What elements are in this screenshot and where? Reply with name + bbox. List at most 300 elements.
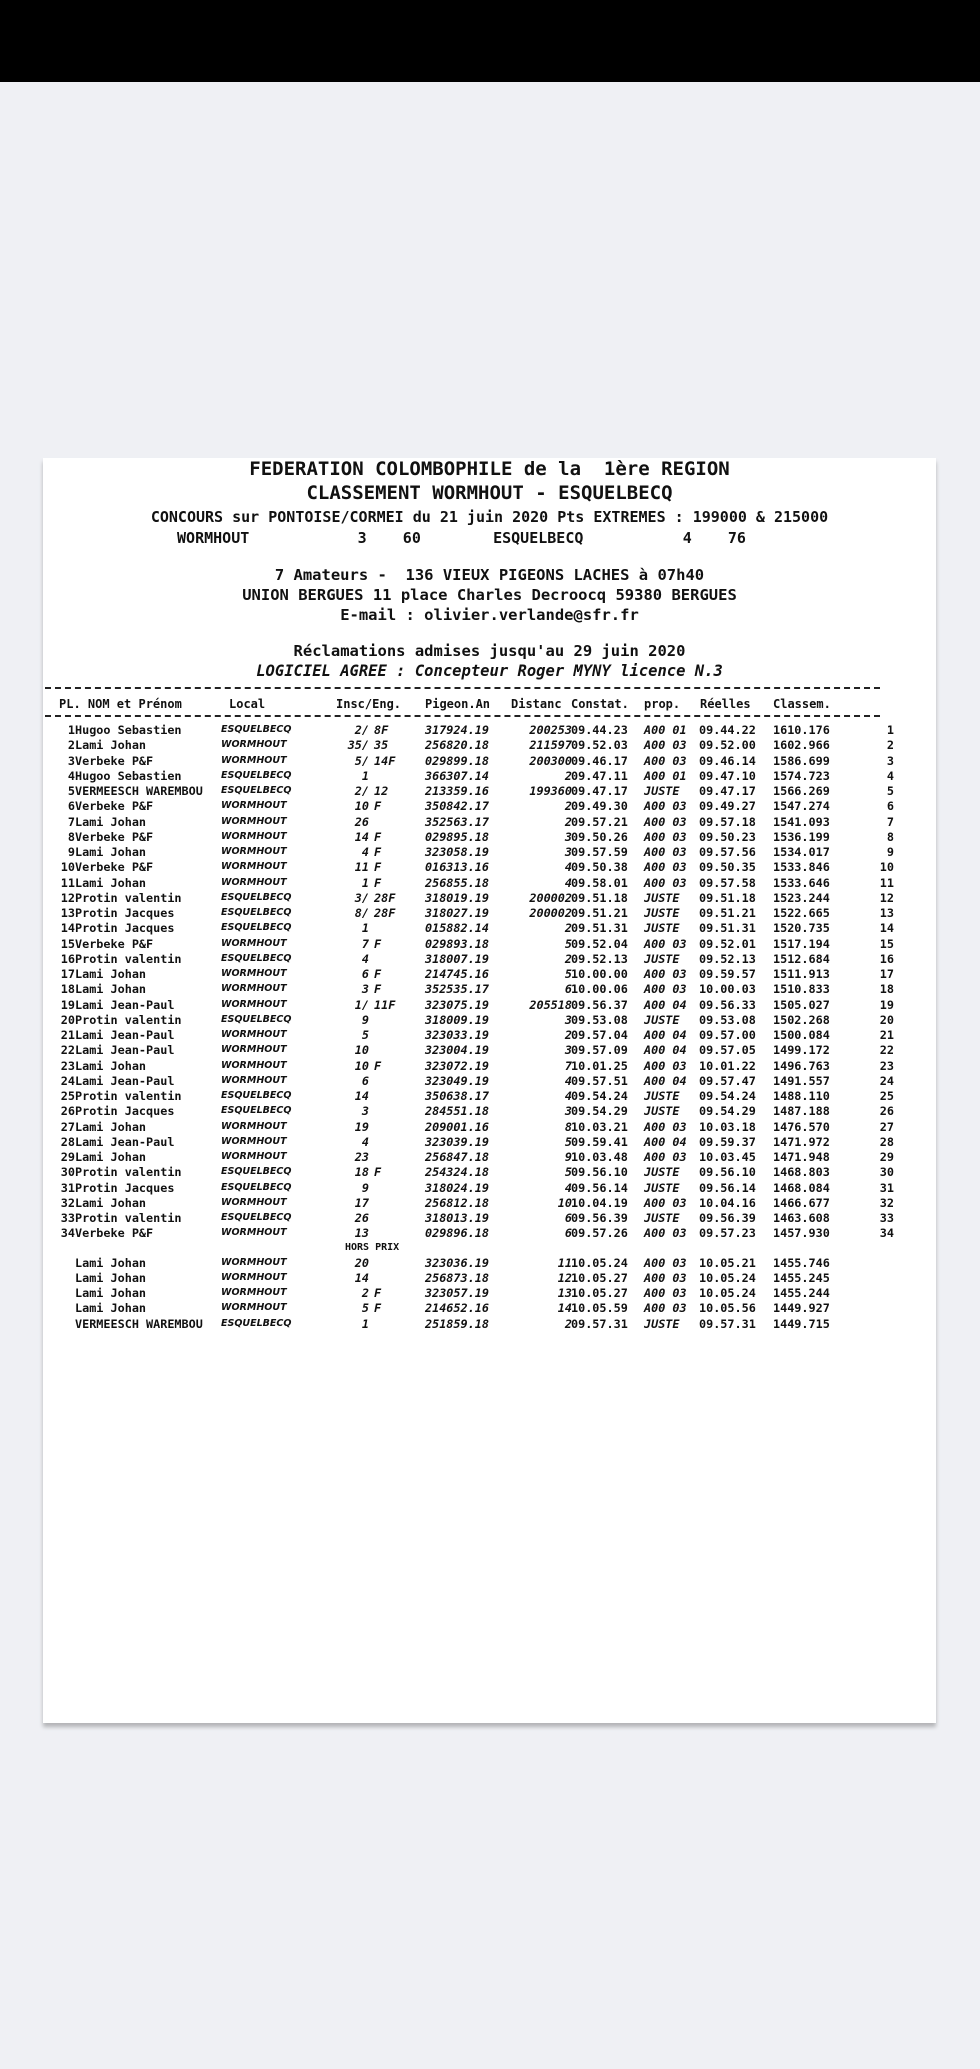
table-row (43, 784, 936, 799)
cell-local: WORMHOUT (221, 1044, 287, 1056)
table-row (43, 1135, 936, 1150)
cell-name: Protin Jacques (75, 1104, 175, 1119)
cell-constat: 10.00.00 (571, 967, 628, 981)
cell-name: Verbeke P&F (75, 936, 154, 951)
cell-name: Verbeke P&F (75, 1226, 154, 1241)
cell-pigeon: 323036.19 (425, 1255, 489, 1270)
cell-place: 8 (67, 829, 75, 844)
col-constat: Constat. (571, 697, 629, 711)
cell-prop: A00 01 (644, 768, 687, 783)
cell-constat: 09.57.04 (571, 1028, 628, 1042)
cell-prop: JUSTE (644, 890, 680, 905)
cell-distance: 4 (564, 1073, 572, 1088)
cell-insc: 3 (361, 1104, 369, 1119)
cell-place: 19 (60, 997, 75, 1012)
cell-insc: 1 (361, 875, 369, 890)
cell-rank: 19 (879, 997, 894, 1012)
cell-eng: 35 (374, 738, 389, 753)
cell-rank: 24 (879, 1073, 894, 1088)
cell-insc: 1 (361, 1316, 369, 1331)
col-reelles: Réelles (700, 697, 751, 711)
cell-classem: 1449.715 (773, 1316, 830, 1331)
cell-name: Protin valentin (75, 951, 182, 966)
cell-rank: 4 (886, 768, 894, 783)
cell-place: 11 (60, 875, 75, 890)
cell-place: 1 (67, 723, 75, 737)
cell-distance: 2 (564, 921, 572, 936)
cell-rank: 10 (879, 860, 894, 875)
cell-pigeon: 015882.14 (425, 921, 489, 936)
cell-rank: 5 (886, 784, 894, 798)
cell-name: Lami Jean-Paul (75, 1043, 175, 1058)
cell-local: WORMHOUT (221, 1302, 287, 1314)
header-dashed-rule (45, 715, 880, 717)
cell-eng: 8F (374, 723, 389, 737)
cell-distance: 11 (557, 1255, 572, 1270)
cell-prop: A00 03 (644, 799, 687, 814)
table-row (43, 921, 936, 936)
cell-pigeon: 214745.16 (425, 967, 489, 981)
cell-classem: 1510.833 (773, 982, 830, 997)
cell-name: Protin Jacques (75, 906, 175, 920)
cell-distance: 13 (557, 1286, 572, 1300)
cell-rank: 32 (879, 1195, 894, 1210)
cell-name: Lami Johan (75, 1301, 147, 1316)
cell-pigeon: 284551.18 (425, 1104, 489, 1119)
cell-reelles: 10.00.03 (699, 982, 756, 997)
cell-classem: 1496.763 (773, 1058, 830, 1073)
cell-prop: A00 03 (644, 860, 687, 875)
cell-insc: 26 (354, 814, 369, 829)
cell-classem: 1468.084 (773, 1180, 830, 1195)
cell-reelles: 09.52.01 (699, 936, 756, 951)
table-row (43, 1286, 936, 1301)
cell-name: Protin valentin (75, 890, 182, 905)
table-row (43, 845, 936, 860)
cell-name: Lami Jean-Paul (75, 1028, 175, 1042)
cell-prop: A00 04 (644, 1134, 687, 1149)
cell-prop: A00 03 (644, 1150, 687, 1164)
cell-insc: 17 (354, 1195, 369, 1210)
cell-eng: F (374, 1286, 382, 1300)
cell-local: ESQUELBECQ (221, 1105, 292, 1117)
table-row (43, 967, 936, 982)
cell-name: Lami Johan (75, 967, 147, 981)
cell-rank: 34 (879, 1226, 894, 1241)
cell-pigeon: 323039.19 (425, 1134, 489, 1149)
cell-reelles: 09.52.13 (699, 951, 756, 966)
cell-pigeon: 318007.19 (425, 951, 489, 966)
table-row (43, 1074, 936, 1089)
cell-pigeon: 318009.19 (425, 1012, 489, 1027)
cell-local: WORMHOUT (221, 1029, 287, 1040)
cell-distance: 2 (564, 951, 572, 966)
cell-distance: 10 (557, 1195, 572, 1210)
cell-prop: A00 04 (644, 997, 687, 1012)
cell-local: WORMHOUT (221, 1059, 287, 1071)
cell-classem: 1522.665 (773, 906, 830, 920)
cell-constat: 09.54.29 (571, 1104, 628, 1119)
cell-reelles: 09.49.27 (699, 799, 756, 814)
col-classem: Classem. (773, 697, 831, 711)
cell-pigeon: 029896.18 (425, 1226, 489, 1241)
cell-reelles: 09.59.37 (699, 1134, 756, 1149)
cell-constat: 09.54.24 (571, 1089, 628, 1103)
cell-insc: 14 (354, 1270, 369, 1285)
cell-local: WORMHOUT (221, 1120, 287, 1132)
cell-classem: 1455.746 (773, 1255, 830, 1270)
cell-distance: 205518 (529, 997, 572, 1012)
col-local: Local (229, 697, 266, 711)
cell-constat: 09.53.08 (571, 1012, 628, 1027)
cell-pigeon: 323057.19 (425, 1286, 489, 1300)
cell-classem: 1500.084 (773, 1028, 830, 1042)
cell-local: ESQUELBECQ (221, 1013, 292, 1025)
cell-place: 23 (60, 1058, 75, 1073)
col-insc: Insc/Eng. (336, 697, 402, 711)
cell-constat: 09.56.37 (571, 997, 628, 1012)
cell-constat: 09.58.01 (571, 875, 628, 890)
cell-constat: 09.59.41 (571, 1134, 628, 1149)
cell-distance: 5 (564, 967, 572, 981)
cell-insc: 19 (354, 1119, 369, 1134)
results-sheet (43, 458, 936, 1723)
cell-rank: 2 (886, 738, 894, 753)
cell-reelles: 09.57.05 (699, 1043, 756, 1058)
cell-classem: 1468.803 (773, 1165, 830, 1180)
top-dashed-rule (45, 687, 880, 689)
hors-prix-divider (43, 1242, 936, 1256)
cell-reelles: 09.57.56 (699, 845, 756, 859)
cell-constat: 09.51.31 (571, 921, 628, 936)
cell-distance: 3 (564, 1043, 572, 1058)
cell-prop: JUSTE (644, 1211, 680, 1225)
cell-prop: JUSTE (644, 784, 680, 798)
cell-pigeon: 256847.18 (425, 1150, 489, 1164)
cell-place: 14 (60, 921, 75, 936)
col-pl-name: PL. NOM et Prénom (59, 697, 182, 711)
cell-rank: 15 (879, 936, 894, 951)
cell-classem: 1541.093 (773, 814, 830, 829)
cell-prop: JUSTE (644, 1089, 680, 1103)
cell-classem: 1455.245 (773, 1270, 830, 1285)
cell-reelles: 09.59.57 (699, 967, 756, 981)
cell-pigeon: 323033.19 (425, 1028, 489, 1042)
cell-distance: 5 (564, 1165, 572, 1180)
cell-prop: A00 03 (644, 1226, 687, 1241)
cell-constat: 09.46.17 (571, 753, 628, 768)
cell-pigeon: 317924.19 (425, 723, 489, 737)
cell-name: Protin valentin (75, 1211, 182, 1225)
cell-classem: 1536.199 (773, 829, 830, 844)
cell-name: Lami Johan (75, 814, 147, 829)
cell-constat: 10.05.27 (571, 1270, 628, 1285)
cell-eng: F (374, 936, 382, 951)
cell-constat: 09.44.23 (571, 723, 628, 737)
cell-prop: A00 03 (644, 936, 687, 951)
cell-constat: 10.01.25 (571, 1058, 628, 1073)
cell-eng: F (374, 875, 382, 890)
cell-name: Lami Jean-Paul (75, 997, 175, 1012)
cell-insc: 4 (361, 951, 369, 966)
cell-name: Lami Johan (75, 875, 147, 890)
cell-classem: 1466.677 (773, 1195, 830, 1210)
cell-pigeon: 213359.16 (425, 784, 489, 798)
cell-place: 22 (60, 1043, 75, 1058)
cell-eng: 28F (374, 890, 396, 905)
table-row (43, 815, 936, 830)
cell-pigeon: 251859.18 (425, 1316, 489, 1331)
cell-eng: F (374, 967, 382, 981)
cell-classem: 1457.930 (773, 1226, 830, 1241)
cell-rank: 9 (886, 845, 894, 859)
cell-pigeon: 323072.19 (425, 1058, 489, 1073)
col-prop: prop. (644, 697, 681, 711)
table-row (43, 1226, 936, 1241)
cell-constat: 09.50.26 (571, 829, 628, 844)
cell-prop: A00 03 (644, 1270, 687, 1285)
cell-constat: 09.56.10 (571, 1165, 628, 1180)
cell-classem: 1534.017 (773, 845, 830, 859)
cell-prop: A00 03 (644, 1058, 687, 1073)
cell-prop: JUSTE (644, 906, 680, 920)
cell-insc: 5 (361, 1301, 369, 1316)
cell-local: WORMHOUT (221, 1227, 287, 1239)
cell-rank: 31 (879, 1180, 894, 1195)
cell-place: 6 (67, 799, 75, 814)
cell-distance: 3 (564, 845, 572, 859)
cell-insc: 14 (354, 829, 369, 844)
cell-name: Verbeke P&F (75, 753, 154, 768)
cell-pigeon: 318027.19 (425, 906, 489, 920)
cell-rank: 13 (879, 906, 894, 920)
cell-name: Verbeke P&F (75, 799, 154, 814)
table-row (43, 1256, 936, 1271)
cell-local: WORMHOUT (221, 800, 287, 812)
cell-rank: 20 (879, 1012, 894, 1027)
cell-distance: 8 (564, 1119, 572, 1134)
cell-insc: 13 (354, 1226, 369, 1241)
cell-classem: 1463.608 (773, 1211, 830, 1225)
cell-distance: 200002 (529, 890, 572, 905)
cell-classem: 1488.110 (773, 1089, 830, 1103)
cell-constat: 09.57.51 (571, 1073, 628, 1088)
cell-prop: JUSTE (644, 1104, 680, 1119)
cell-place: 33 (60, 1211, 75, 1225)
cell-constat: 09.52.13 (571, 951, 628, 966)
cell-name: Lami Johan (75, 1058, 147, 1073)
cell-local: WORMHOUT (221, 815, 287, 827)
table-row (43, 1028, 936, 1043)
cell-local: ESQUELBECQ (221, 907, 292, 918)
cell-pigeon: 029899.18 (425, 753, 489, 768)
cell-place: 31 (60, 1180, 75, 1195)
cell-local: WORMHOUT (221, 846, 287, 857)
cell-insc: 9 (361, 1012, 369, 1027)
cell-prop: A00 03 (644, 738, 687, 753)
cell-local: WORMHOUT (221, 1135, 287, 1147)
cell-constat: 09.52.04 (571, 936, 628, 951)
cell-reelles: 09.52.00 (699, 738, 756, 753)
cell-name: Lami Johan (75, 1286, 147, 1300)
local-summary-line: WORMHOUT 3 60 ESQUELBECQ 4 76 (177, 529, 746, 547)
cell-insc: 2 (361, 1286, 369, 1300)
table-row (43, 952, 936, 967)
cell-insc: 9 (361, 1180, 369, 1195)
cell-insc: 4 (361, 1134, 369, 1149)
cell-reelles: 09.56.14 (699, 1180, 756, 1195)
cell-classem: 1602.966 (773, 738, 830, 753)
table-row (43, 1317, 936, 1332)
cell-prop: A00 03 (644, 982, 687, 997)
cell-place: 17 (60, 967, 75, 981)
cell-place: 34 (60, 1226, 75, 1241)
cell-classem: 1566.269 (773, 784, 830, 798)
cell-classem: 1523.244 (773, 890, 830, 905)
cell-local: WORMHOUT (221, 937, 287, 949)
cell-rank: 23 (879, 1058, 894, 1073)
cell-rank: 21 (879, 1028, 894, 1042)
cell-place: 15 (60, 936, 75, 951)
cell-pigeon: 256820.18 (425, 738, 489, 753)
table-row (43, 1301, 936, 1316)
cell-pigeon: 352535.17 (425, 982, 489, 997)
cell-prop: A00 03 (644, 1119, 687, 1134)
cell-place: 32 (60, 1195, 75, 1210)
cell-reelles: 09.57.47 (699, 1073, 756, 1088)
cell-local: ESQUELBECQ (221, 1090, 292, 1101)
table-row (43, 1271, 936, 1286)
cell-constat: 09.56.39 (571, 1211, 628, 1225)
cell-insc: 7 (361, 936, 369, 951)
concours-line: CONCOURS sur PONTOISE/CORMEI du 21 juin 2020 Pts EXTREMES : 199000 & 215000 (150, 508, 829, 526)
table-row (43, 1104, 936, 1119)
cell-place: 13 (60, 906, 75, 920)
cell-name: Protin valentin (75, 1165, 182, 1180)
cell-insc: 3 (361, 982, 369, 997)
cell-distance: 3 (564, 1104, 572, 1119)
table-row (43, 830, 936, 845)
cell-reelles: 09.57.18 (699, 814, 756, 829)
cell-name: VERMEESCH WAREMBOU (75, 1316, 203, 1331)
cell-reelles: 09.57.23 (699, 1226, 756, 1241)
cell-place: 7 (67, 814, 75, 829)
table-row (43, 982, 936, 997)
cell-insc: 1/ (354, 997, 369, 1012)
cell-name: Lami Johan (75, 738, 147, 753)
cell-distance: 7 (564, 1058, 572, 1073)
cell-constat: 09.57.21 (571, 814, 628, 829)
cell-place: 25 (60, 1089, 75, 1103)
cell-local: ESQUELBECQ (221, 769, 292, 781)
cell-name: Lami Johan (75, 845, 147, 859)
cell-rank: 17 (879, 967, 894, 981)
cell-prop: A00 04 (644, 1028, 687, 1042)
cell-eng: 11F (374, 997, 396, 1012)
cell-insc: 5 (361, 1028, 369, 1042)
cell-place: 28 (60, 1134, 75, 1149)
table-row (43, 1165, 936, 1180)
cell-local: WORMHOUT (221, 1074, 287, 1086)
cell-constat: 09.47.11 (571, 768, 628, 783)
cell-reelles: 10.04.16 (699, 1195, 756, 1210)
cell-constat: 09.47.17 (571, 784, 628, 798)
cell-insc: 10 (354, 1058, 369, 1073)
cell-reelles: 09.46.14 (699, 753, 756, 768)
cell-insc: 26 (354, 1211, 369, 1225)
cell-local: ESQUELBECQ (221, 922, 292, 934)
cell-reelles: 09.44.22 (699, 723, 756, 737)
table-row (43, 1150, 936, 1165)
cell-prop: JUSTE (644, 1165, 680, 1180)
cell-prop: JUSTE (644, 951, 680, 966)
cell-distance: 6 (564, 982, 572, 997)
cell-reelles: 09.51.31 (699, 921, 756, 936)
cell-insc: 4 (361, 845, 369, 859)
cell-prop: A00 03 (644, 829, 687, 844)
table-row (43, 906, 936, 921)
cell-eng: 12 (374, 784, 389, 798)
cell-insc: 20 (354, 1255, 369, 1270)
cell-pigeon: 029893.18 (425, 936, 489, 951)
cell-place: 5 (67, 784, 75, 798)
cell-pigeon: 323049.19 (425, 1073, 489, 1088)
cell-local: WORMHOUT (221, 754, 287, 766)
cell-insc: 11 (354, 860, 369, 875)
cell-insc: 2/ (354, 784, 369, 798)
cell-rank: 33 (879, 1211, 894, 1225)
cell-distance: 199360 (529, 784, 572, 798)
cell-reelles: 09.57.31 (699, 1316, 756, 1331)
cell-distance: 211597 (529, 738, 572, 753)
cell-local: ESQUELBECQ (221, 785, 292, 796)
table-row (43, 1059, 936, 1074)
cell-eng: F (374, 1301, 382, 1316)
cell-classem: 1471.948 (773, 1150, 830, 1164)
table-row (43, 1043, 936, 1058)
cell-classem: 1471.972 (773, 1134, 830, 1149)
reclamations-line: Réclamations admises jusqu'au 29 juin 2020 (293, 642, 686, 660)
cell-local: WORMHOUT (221, 1271, 287, 1283)
table-row (43, 738, 936, 753)
cell-rank: 8 (886, 829, 894, 844)
cell-pigeon: 323004.19 (425, 1043, 489, 1058)
cell-reelles: 09.57.00 (699, 1028, 756, 1042)
cell-rank: 6 (886, 799, 894, 814)
cell-reelles: 10.05.56 (699, 1301, 756, 1316)
cell-local: WORMHOUT (221, 876, 287, 888)
cell-place: 3 (67, 753, 75, 768)
cell-rank: 27 (879, 1119, 894, 1134)
amateurs-line: 7 Amateurs - 136 VIEUX PIGEONS LACHES à 07h40 (274, 566, 705, 584)
cell-name: Verbeke P&F (75, 860, 154, 875)
cell-constat: 10.00.06 (571, 982, 628, 997)
cell-distance: 5 (564, 936, 572, 951)
cell-distance: 4 (564, 875, 572, 890)
top-black-bar (0, 0, 980, 82)
cell-distance: 2 (564, 768, 572, 783)
cell-distance: 3 (564, 1012, 572, 1027)
cell-distance: 4 (564, 1180, 572, 1195)
cell-classem: 1520.735 (773, 921, 830, 936)
cell-distance: 6 (564, 1211, 572, 1225)
cell-distance: 4 (564, 860, 572, 875)
cell-rank: 11 (879, 875, 894, 890)
col-distance: Distanc (511, 697, 562, 711)
federation-title: FEDERATION COLOMBOPHILE de la 1ère REGION (249, 458, 730, 480)
cell-place: 16 (60, 951, 75, 966)
cell-reelles: 09.47.17 (699, 784, 756, 798)
